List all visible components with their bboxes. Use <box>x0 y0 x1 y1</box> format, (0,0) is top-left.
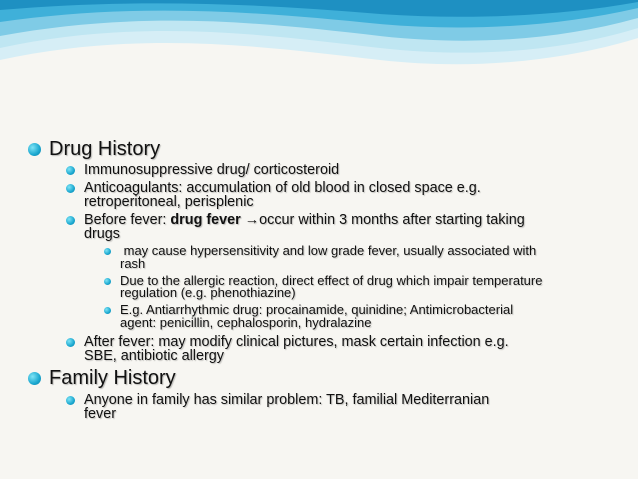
round-bullet-icon <box>104 248 111 255</box>
list-item-text: Immunosuppressive drug/ corticosteroid <box>84 162 340 178</box>
round-bullet-icon <box>66 184 75 193</box>
sub-item-hypersensitivity <box>28 245 613 271</box>
sub-item-text-continued: regulation (e.g. phenothiazine) <box>120 285 296 301</box>
sub-item-text-continued: agent: penicillin, cephalosporin, hydralazine <box>120 314 372 330</box>
text-after: occur within 3 months after starting taking <box>259 212 525 228</box>
family-history-heading <box>28 367 613 389</box>
list-item-before-fever <box>28 213 613 241</box>
list-item-text-continued: SBE, antibiotic allergy <box>84 347 224 364</box>
round-bullet-icon <box>66 338 75 347</box>
sub-item-text: E.g. Antiarrhythmic drug: procainamide, quinidine; Antimicrobacterial <box>120 302 514 318</box>
sub-item-text: Due to the allergic reaction, direct effect of drug which impair temperature <box>120 272 543 288</box>
sub-item-allergic-reaction <box>28 272 613 301</box>
right-arrow-icon: → <box>244 212 260 228</box>
text-before: Before fever: <box>84 212 171 228</box>
round-bullet-icon <box>66 166 75 175</box>
round-bullet-icon <box>28 143 41 156</box>
round-bullet-icon <box>104 307 111 314</box>
sub-item-text: may cause hypersensitivity and low grade fever, usually associated with <box>120 243 537 258</box>
sub-item-antiarrhythmic <box>28 304 613 330</box>
list-item-anticoagulants <box>28 181 613 209</box>
list-item-text: Anticoagulants: accumulation of old blood in closed space e.g. <box>84 180 481 196</box>
list-item-text <box>84 213 613 227</box>
list-item-after-fever <box>28 335 613 363</box>
list-item-text-continued: retroperitoneal, perisplenic <box>84 194 254 210</box>
heading-text: Family History <box>49 366 176 389</box>
round-bullet-icon <box>28 372 41 385</box>
list-item-text: Anyone in family has similar problem: TB, familial Mediterranian <box>84 391 490 408</box>
drug-history-heading <box>28 138 613 160</box>
sub-item-text-continued: rash <box>120 255 146 271</box>
list-item-immunosuppressive <box>28 163 613 177</box>
list-item-text-continued: drugs <box>84 226 120 242</box>
list-item-family-problem <box>28 393 613 421</box>
round-bullet-icon <box>66 216 75 225</box>
list-item-text-continued: fever <box>84 405 116 422</box>
round-bullet-icon <box>66 396 75 405</box>
header-wave-decoration <box>0 0 638 80</box>
heading-text: Drug History <box>49 138 161 160</box>
list-item-text: After fever: may modify clinical pictures, mask certain infection e.g. <box>84 333 509 350</box>
slide-body <box>28 138 613 421</box>
bold-term: drug fever <box>170 212 241 228</box>
round-bullet-icon <box>104 278 111 285</box>
